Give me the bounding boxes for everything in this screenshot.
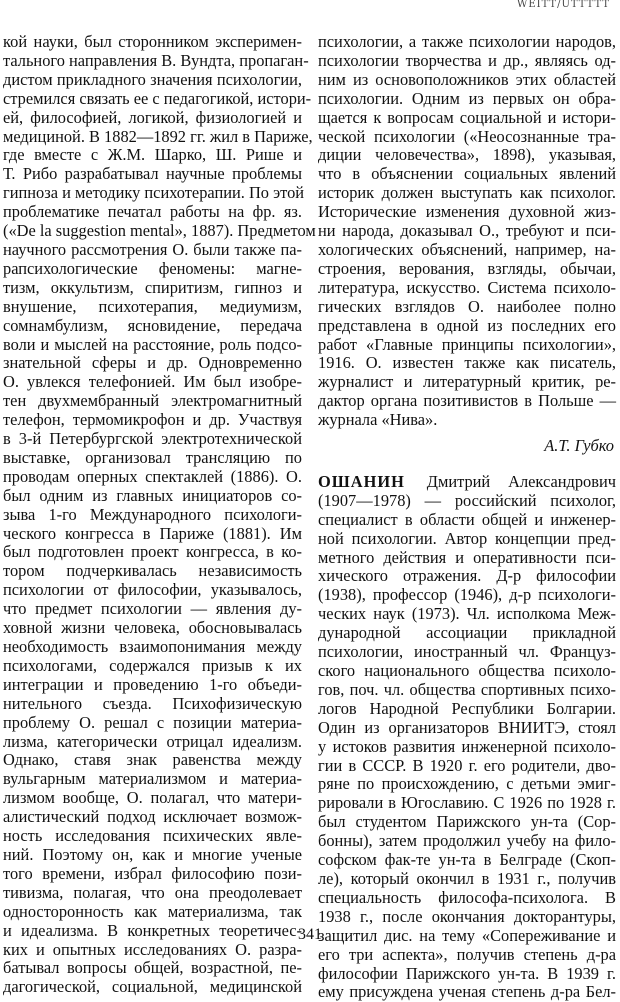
text-line: психологии от философии, указывалось, (3, 580, 302, 600)
text-line: в 3-й Петербургской электротехнической (3, 429, 302, 449)
text-line: дактор органа позитивистов в Польше — (318, 391, 616, 411)
text-line: проводам оперных спектаклей (1886). О. (3, 466, 302, 486)
text-line: нительного съезда. Психофизическую (3, 693, 302, 713)
text-line: был одним из главных инициаторов со- (3, 485, 302, 505)
text-line: рапсихологические феномены: магне- (3, 258, 302, 278)
text-line: внушение, психотерапия, медиумизм, (3, 296, 302, 316)
text-line: бонны), затем продолжил учебу на фило- (318, 831, 616, 851)
text-line: специалист в области общей и инженер- (318, 509, 616, 529)
text-line: гов, поч. чл. общества спортивных психо- (318, 679, 616, 699)
text-line: воли и мыслей на расстояние, роль подсо- (3, 334, 302, 354)
text-line: историк должен выступать как психолог. (318, 183, 616, 203)
text-line: тизм, оккультизм, спиритизм, гипноз и (3, 277, 302, 297)
text-line: ему присуждена ученая степень д-ра Бел- (318, 982, 616, 1002)
text-line: дагогической, социальной, медицинской (3, 977, 302, 997)
text-line: зыва 1-го Международного психологи- (3, 504, 302, 524)
text-line: представлена в одной из последних его (318, 315, 616, 335)
text-line: журналист и литературный критик, ре- (318, 372, 616, 392)
dictionary-entry-oshanin (318, 473, 616, 1002)
text-line: лизма, категорически отрицал идеализм. (3, 731, 302, 751)
text-line: проблематике печатал работы на фр. яз. (3, 202, 302, 222)
text-line: психологии, иностранный чл. Француз- (318, 642, 616, 662)
text-line: где вместе с Ж.М. Шарко, Ш. Рише и (3, 145, 302, 165)
text-line: психологии творчества и др., являясь од- (318, 50, 616, 70)
text-line: ной психологии. Автор концепции пред- (318, 528, 616, 548)
text-line: (1907—1978) — российский психолог, (318, 490, 616, 510)
text-line: того времени, избрал философию пози- (3, 863, 302, 883)
text-line: Однако, ставя знак равенства между (3, 750, 302, 770)
author-signature: А.Т. Губко (544, 436, 614, 456)
text-line: у истоков развития инженерной психоло- (318, 736, 616, 756)
text-line: гипноза и методику психотерапии. По этой (3, 183, 305, 203)
text-line: тального направления В. Вундта, пропаган- (3, 50, 309, 70)
text-line: работ «Главные принципы психологии», (318, 334, 616, 354)
text-line: тивизма, полагая, что она преодолевает (3, 882, 302, 902)
text-line: научного рассмотрения О. были также па- (3, 239, 302, 259)
entry-first-line (318, 473, 616, 492)
text-line: О. увлекся телефонией. Им был изобре- (3, 372, 302, 392)
text-line: ний. Поэтому он, как и многие ученые (3, 844, 302, 864)
text-line: психологами, содержался призыв к их (3, 655, 302, 675)
text-line: строения, верования, взгляды, обычаи, (318, 258, 616, 278)
text-line: алистический подход исключает возмож- (3, 807, 302, 827)
text-line: гических взглядов О. наиболее полно (318, 296, 616, 316)
text-line: софском фак-те ун-та в Белграде (Скоп- (318, 850, 616, 870)
text-line: гии в СССР. В 1920 г. его родители, дво- (318, 755, 616, 775)
text-line: лизмом вообще, О. полагал, что матери- (3, 788, 302, 808)
entry-separator (318, 456, 616, 473)
page-number: 341 (298, 926, 322, 943)
text-line: 1916. О. известен также как писатель, (318, 353, 616, 373)
text-line: и идеализма. В конкретных теоретичес- (3, 920, 302, 940)
text-line: хического отражения. Д-р философии (318, 566, 616, 586)
text-line: ского национального общества психоло- (318, 661, 616, 680)
text-line: ность исследования психических явле- (3, 826, 302, 846)
text-line: кой науки, был сторонником эксперимен- (3, 32, 302, 51)
text-line: диции человечества», 1898), указывая, (318, 145, 616, 165)
text-line: ле), который окончил в 1931 г., получив (318, 868, 616, 888)
text-line: (1938), профессор (1946), д-р психологи- (318, 585, 616, 605)
text-line: Один из организаторов ВНИИТЭ, стоял (318, 717, 616, 737)
text-line: журнала «Нива». (318, 410, 438, 430)
text-line: ческой психологии («Неосознанные тра- (318, 126, 616, 146)
text-line: ей, философией, логикой, физиологией и (3, 107, 302, 127)
text-line: был подготовлен проект конгресса, в ко- (3, 542, 302, 562)
text-line: телефон, термомикрофон и др. Участвуя (3, 410, 302, 430)
text-line: что в объяснении социальных явлений (318, 164, 616, 184)
text-line: тором подчеркивалась независимость (3, 561, 302, 581)
text-line: метного действия и оперативности пси- (318, 547, 616, 567)
text-line: защитил дис. на тему «Сопереживание и (318, 925, 616, 945)
text-line: сомнамбулизм, ясновидение, передача (3, 315, 302, 335)
text-line: психологии, а также психологии народов, (318, 32, 616, 51)
text-line: («De la suggestion mental», 1887). Предметом (3, 221, 316, 241)
text-line: щается к вопросам социальной и истори- (318, 107, 616, 127)
text-line: ческих наук (1973). Чл. исполкома Меж- (318, 604, 616, 624)
text-line: выставке, организовал трансляцию по (3, 447, 302, 467)
text-line: необходимость взаимопонимания между (3, 637, 302, 656)
text-line: что предмет психологии — явления ду- (3, 599, 302, 619)
text-line: дународной ассоциации прикладной (318, 623, 616, 643)
text-line: медициной. В 1882—1892 гг. жил в Париже, (3, 126, 313, 146)
text-line: логов Народной Республики Болгарии. (318, 698, 616, 718)
text-line: философии Парижского ун-та. В 1939 г. (318, 963, 616, 983)
text-line: интеграции и проведению 1-го объеди- (3, 674, 302, 694)
running-head: WEITT/UTTTTT (517, 0, 610, 10)
text-line: ним из основоположников этих областей (318, 69, 616, 89)
text-line: 1938 г., после окончания докторантуры, (318, 906, 616, 926)
text-line: психологии. Одним из первых он обра- (318, 88, 616, 108)
text-line: односторонность как материализма, так (3, 901, 302, 921)
text-line: стремился связать ее с педагогикой, истори- (3, 88, 312, 108)
text-line: ких и опытных исследованиях О. разра- (3, 939, 302, 959)
text-line: хологических объяснений, например, на- (318, 239, 616, 259)
text-line: вульгарным материализмом и материа- (3, 769, 302, 789)
text-line: Т. Рибо разрабатывал научные проблемы (3, 164, 302, 184)
text-line: Исторические изменения духовной жиз- (318, 202, 616, 222)
text-line: литература, искусство. Система психоло- (318, 277, 616, 297)
text-line: ховной жизни человека, обосновывалась (3, 618, 302, 638)
text-line: ни народа, доказывал О., требуют и пси- (318, 221, 616, 241)
text-line: рировали в Югославию. С 1926 по 1928 г. (318, 793, 616, 813)
text-line: ряне по происхождению, с детьми эмиг- (318, 774, 616, 794)
text-line: батывал вопросы общей, возрастной, пе- (3, 958, 302, 978)
text-line: ческого конгресса в Париже (1881). Им (3, 523, 302, 543)
entry-headword: ОШАНИН (318, 471, 405, 491)
text-line: тен двухмембранный электромагнитный (3, 391, 302, 411)
text-line: знательной сферы и др. Одновременно (3, 353, 302, 373)
entry-first-line-rest: Дмитрий Александрович (426, 471, 616, 491)
right-column (318, 33, 616, 1002)
text-line: дистом прикладного значения психологии, (3, 69, 302, 89)
text-line: его три аспекта», получив степень д-ра (318, 944, 616, 964)
text-line: специальность философа-психолога. В (318, 887, 616, 907)
text-line: проблему О. решал с позиции материа- (3, 712, 302, 732)
previous-entry-continuation (318, 33, 616, 430)
text-line: был студентом Парижского ун-та (Сор- (318, 812, 616, 832)
